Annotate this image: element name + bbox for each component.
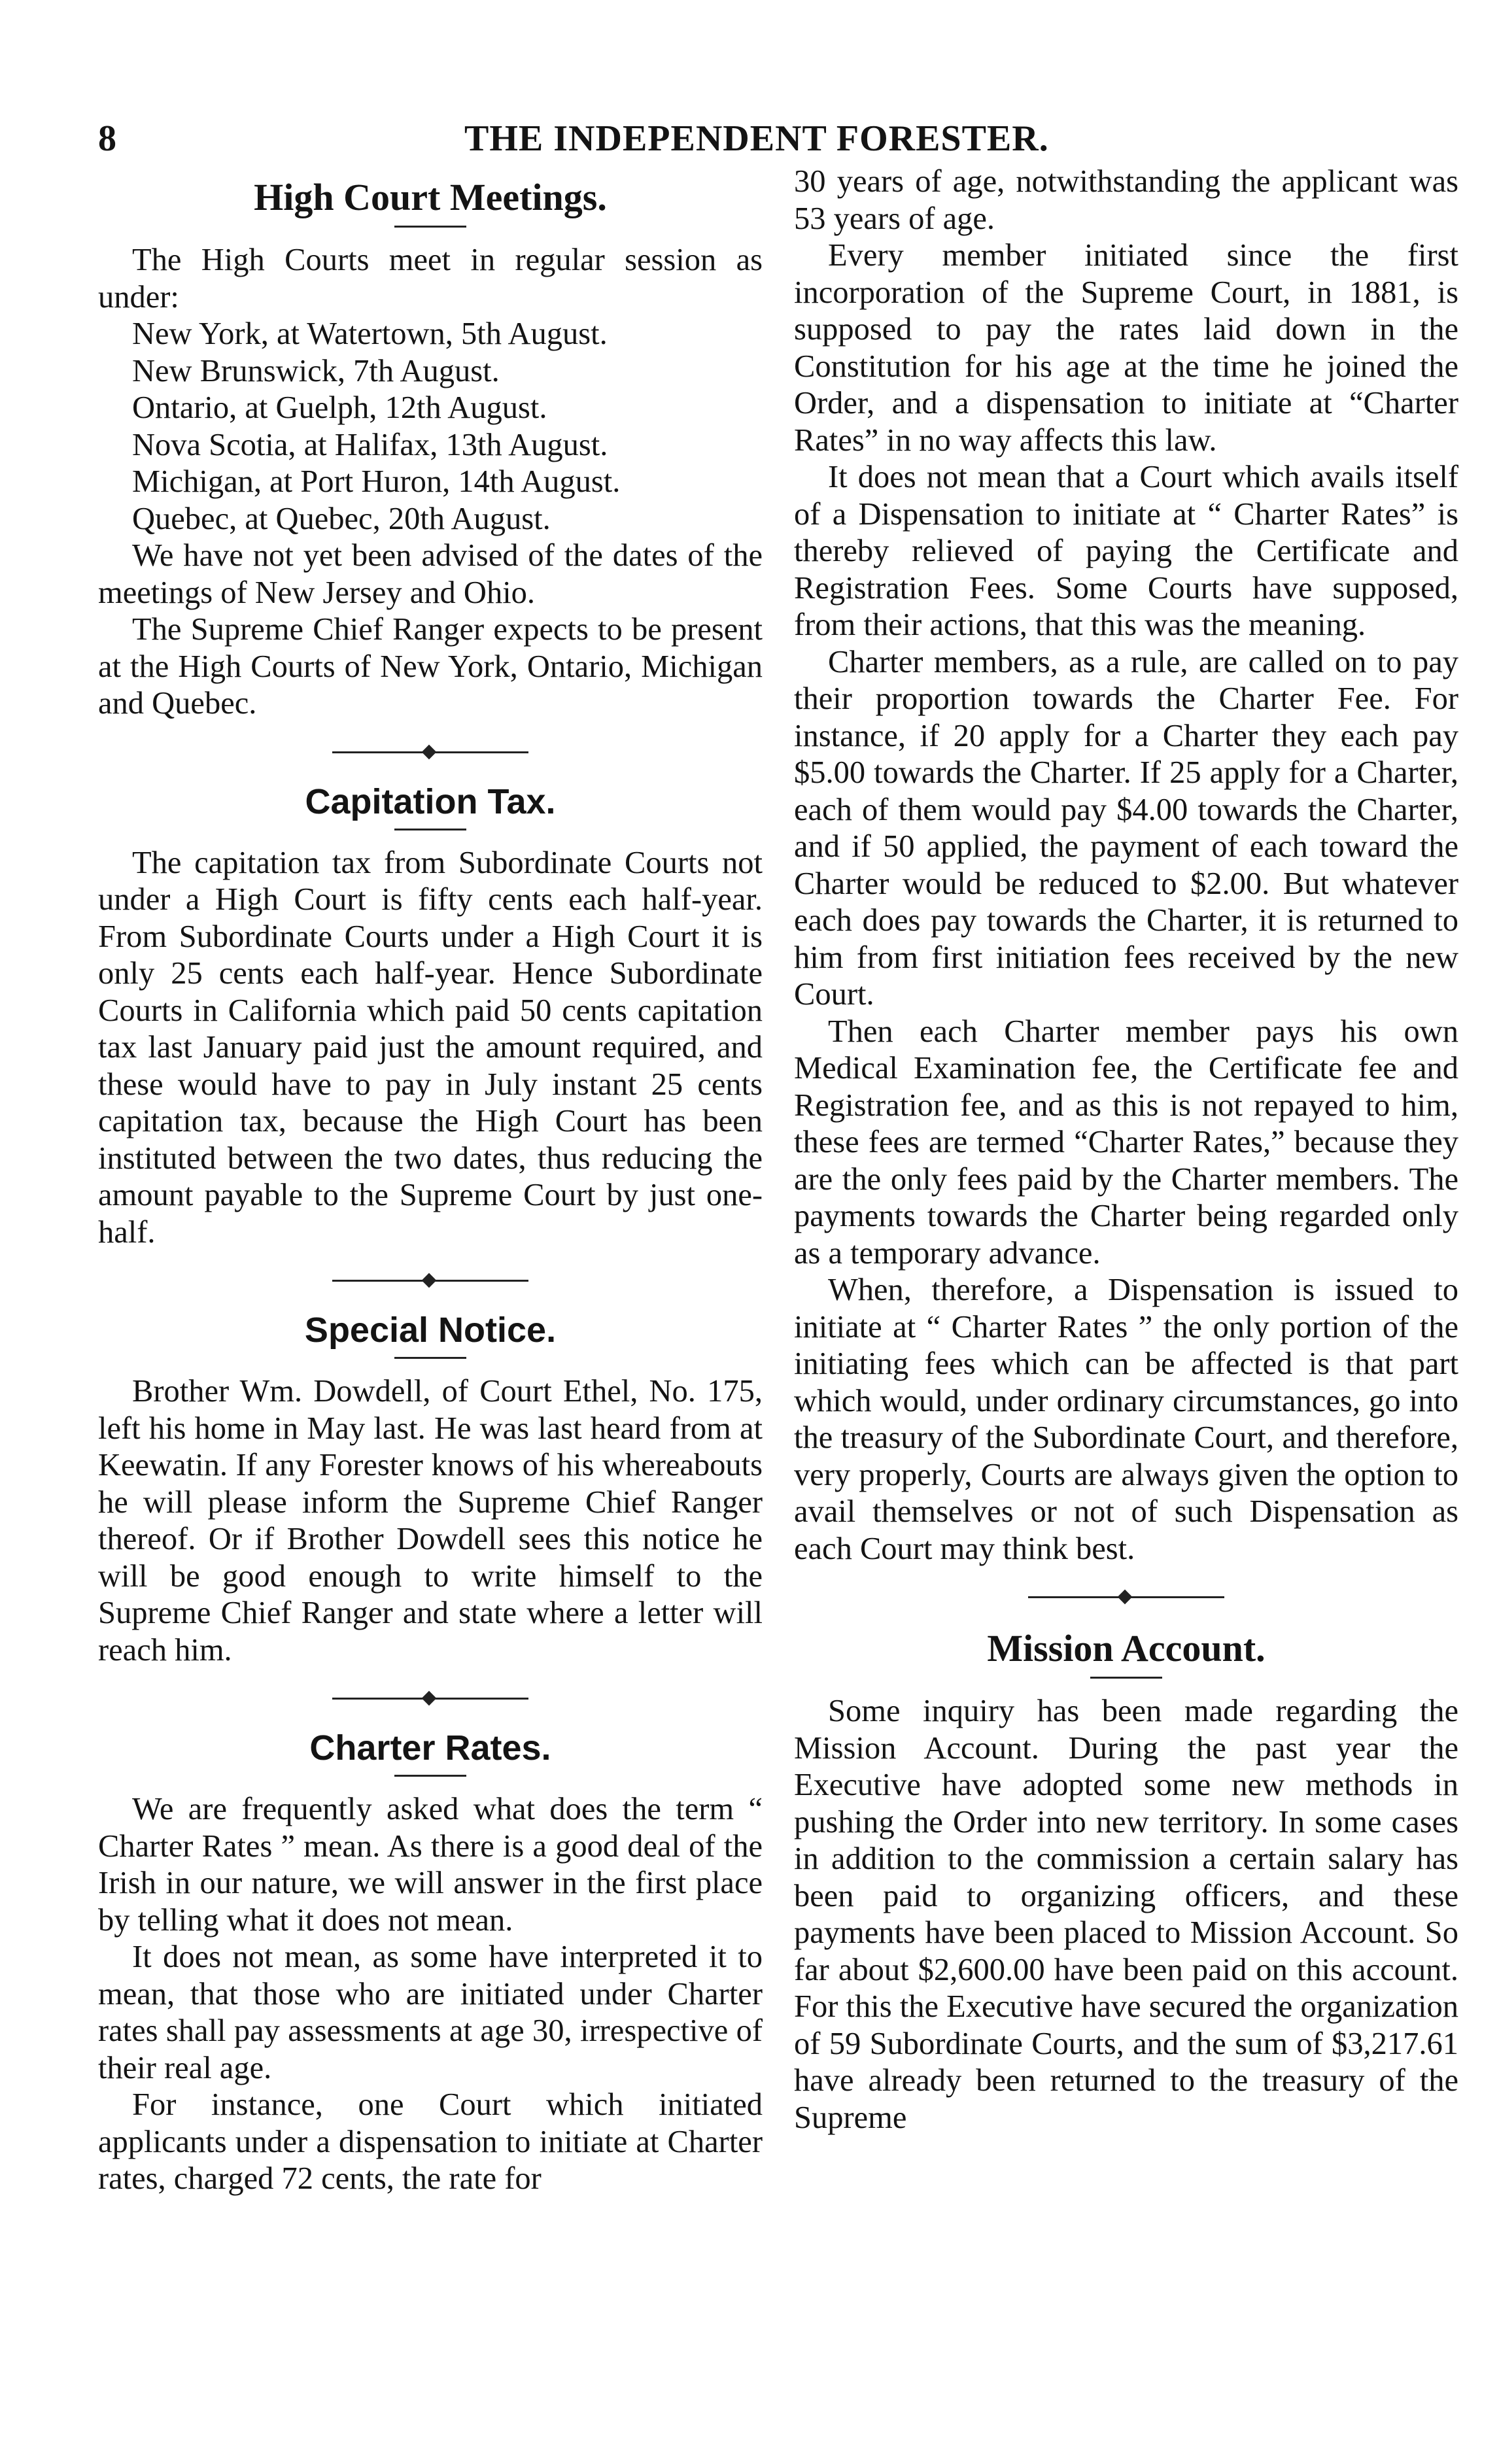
article-paragraph: For instance, one Court which initiated applicants under a dispensation to initiate at Charter rates, charged 72 cents, the rate for bbox=[98, 2087, 763, 2196]
charter-rates-article bbox=[98, 1728, 763, 2198]
article-paragraph: It does not mean, as some have interpreted it to mean, that those who are initiated under Charter rates shall pay assessments at age 30, irrespective of their real age. bbox=[98, 1940, 763, 2085]
meeting-item: Ontario, at Guelph, 12th August. bbox=[132, 390, 547, 425]
article-heading: Capitation Tax. bbox=[305, 781, 556, 821]
section-divider bbox=[1028, 1587, 1224, 1607]
high-court-meetings-article bbox=[98, 175, 763, 723]
page-number: 8 bbox=[98, 118, 116, 159]
article-paragraph: It does not mean that a Court which avails itself of a Dispensation to initiate at “ Charter Rates” is thereby relieved of paying the Certificate and Registration Fees. Some Courts have supposed, from their actions, that this was the meaning. bbox=[794, 460, 1458, 642]
heading-rule bbox=[394, 1357, 466, 1359]
article-paragraph: The Supreme Chief Ranger expects to be present at the High Courts of New York, Ontario, Michigan and Quebec. bbox=[98, 612, 763, 721]
article-paragraph: The High Courts meet in regular session as under: bbox=[98, 243, 763, 315]
right-column bbox=[794, 163, 1458, 2198]
heading-rule bbox=[394, 226, 466, 228]
running-header bbox=[98, 92, 1458, 163]
journal-title: THE INDEPENDENT FORESTER. bbox=[464, 118, 1049, 159]
article-paragraph: Charter members, as a rule, are called on to pay their proportion towards the Charter Fee. For instance, if 20 apply for a Charter they each pay $5.00 towards the Charter. If 25 apply for a Charter, each of them would pay $4.00 towards the Charter, and if 50 applied, the payment of each toward the Charter would be reduced to $2.00. But whatever each does pay towards the Charter, it is returned to him from first initiation fees received by the new Court. bbox=[794, 644, 1458, 1012]
document-page bbox=[98, 92, 1458, 2420]
special-notice-article bbox=[98, 1310, 763, 1669]
charter-rates-continued bbox=[794, 163, 1458, 1567]
article-heading: Mission Account. bbox=[987, 1627, 1266, 1669]
meeting-item: Nova Scotia, at Halifax, 13th August. bbox=[132, 427, 608, 462]
two-column-body bbox=[98, 163, 1458, 2198]
section-divider bbox=[332, 742, 528, 762]
heading-rule bbox=[394, 829, 466, 830]
article-paragraph: Brother Wm. Dowdell, of Court Ethel, No. 175, left his home in May last. He was last heard from at Keewatin. If any Forester knows of his whereabouts he will please inform the Supreme Chief Ranger thereof. Or if Brother Dowdell sees this notice he will be good enough to write himself to the Supreme Chief Ranger and state where a letter will reach him. bbox=[98, 1374, 763, 1668]
section-divider bbox=[332, 1271, 528, 1290]
article-paragraph: We have not yet been advised of the dates of the meetings of New Jersey and Ohio. bbox=[98, 538, 763, 610]
article-paragraph: We are frequently asked what does the term “ Charter Rates ” mean. As there is a good deal of the Irish in our nature, we will answer in the first place by telling what it does not mean. bbox=[98, 1792, 763, 1938]
article-heading: Charter Rates. bbox=[309, 1728, 551, 1768]
article-paragraph: 30 years of age, notwithstanding the applicant was 53 years of age. bbox=[794, 164, 1458, 236]
meeting-item: New York, at Watertown, 5th August. bbox=[132, 317, 608, 351]
article-paragraph: Every member initiated since the first incorporation of the Supreme Court, in 1881, is supposed to pay the rates laid down in the Constitution for his age at the time he joined the Order, and a dispensation to initiate at “Charter Rates” in no way affects this law. bbox=[794, 238, 1458, 458]
article-paragraph: When, therefore, a Dispensation is issued to initiate at “ Charter Rates ” the only portion of the initiating fees which can be affected is that part which would, under ordinary circumstances, go into the treasury of the Subordinate Court, and therefore, very properly, Courts are always given the option to avail themselves or not of such Dispensation as each Court may think best. bbox=[794, 1273, 1458, 1566]
article-paragraph: The capitation tax from Subordinate Courts not under a High Court is fifty cents each half-year. From Subordinate Courts under a High Court it is only 25 cents each half-year. Hence Subordinate Courts in California which paid 50 cents capitation tax last January paid just the amount required, and these would have to pay in July instant 25 cents capitation tax, because the High Court has been instituted between the two dates, thus reducing the amount payable to the Supreme Court by just one-half. bbox=[98, 845, 763, 1250]
article-paragraph: Then each Charter member pays his own Medical Examination fee, the Certificate fee and Registration fee, and as this is not repayed to him, these fees are termed “Charter Rates,” because they are the only fees paid by the Charter members. The payments towards the Charter being regarded only as a temporary advance. bbox=[794, 1014, 1458, 1271]
mission-account-article bbox=[794, 1626, 1458, 2136]
heading-rule bbox=[1090, 1677, 1162, 1679]
left-column bbox=[98, 163, 763, 2198]
meeting-item: New Brunswick, 7th August. bbox=[132, 353, 500, 388]
meeting-item: Michigan, at Port Huron, 14th August. bbox=[132, 464, 621, 499]
heading-rule bbox=[394, 1775, 466, 1777]
article-paragraph: Some inquiry has been made regarding the Mission Account. During the past year the Executive have adopted some new methods in pushing the Order into new territory. In some cases in addition to the commission a certain salary has been paid to organizing officers, and these payments have been placed to Mission Account. So far about $2,600.00 have been paid on this account. For this the Executive have secured the organization of 59 Subordinate Courts, and the sum of $3,217.61 have already been returned to the treasury of the Supreme bbox=[794, 1694, 1458, 2135]
section-divider bbox=[332, 1688, 528, 1708]
article-heading: High Court Meetings. bbox=[254, 176, 607, 218]
capitation-tax-article bbox=[98, 781, 763, 1252]
meeting-item: Quebec, at Quebec, 20th August. bbox=[132, 501, 551, 536]
article-heading: Special Notice. bbox=[304, 1310, 557, 1350]
